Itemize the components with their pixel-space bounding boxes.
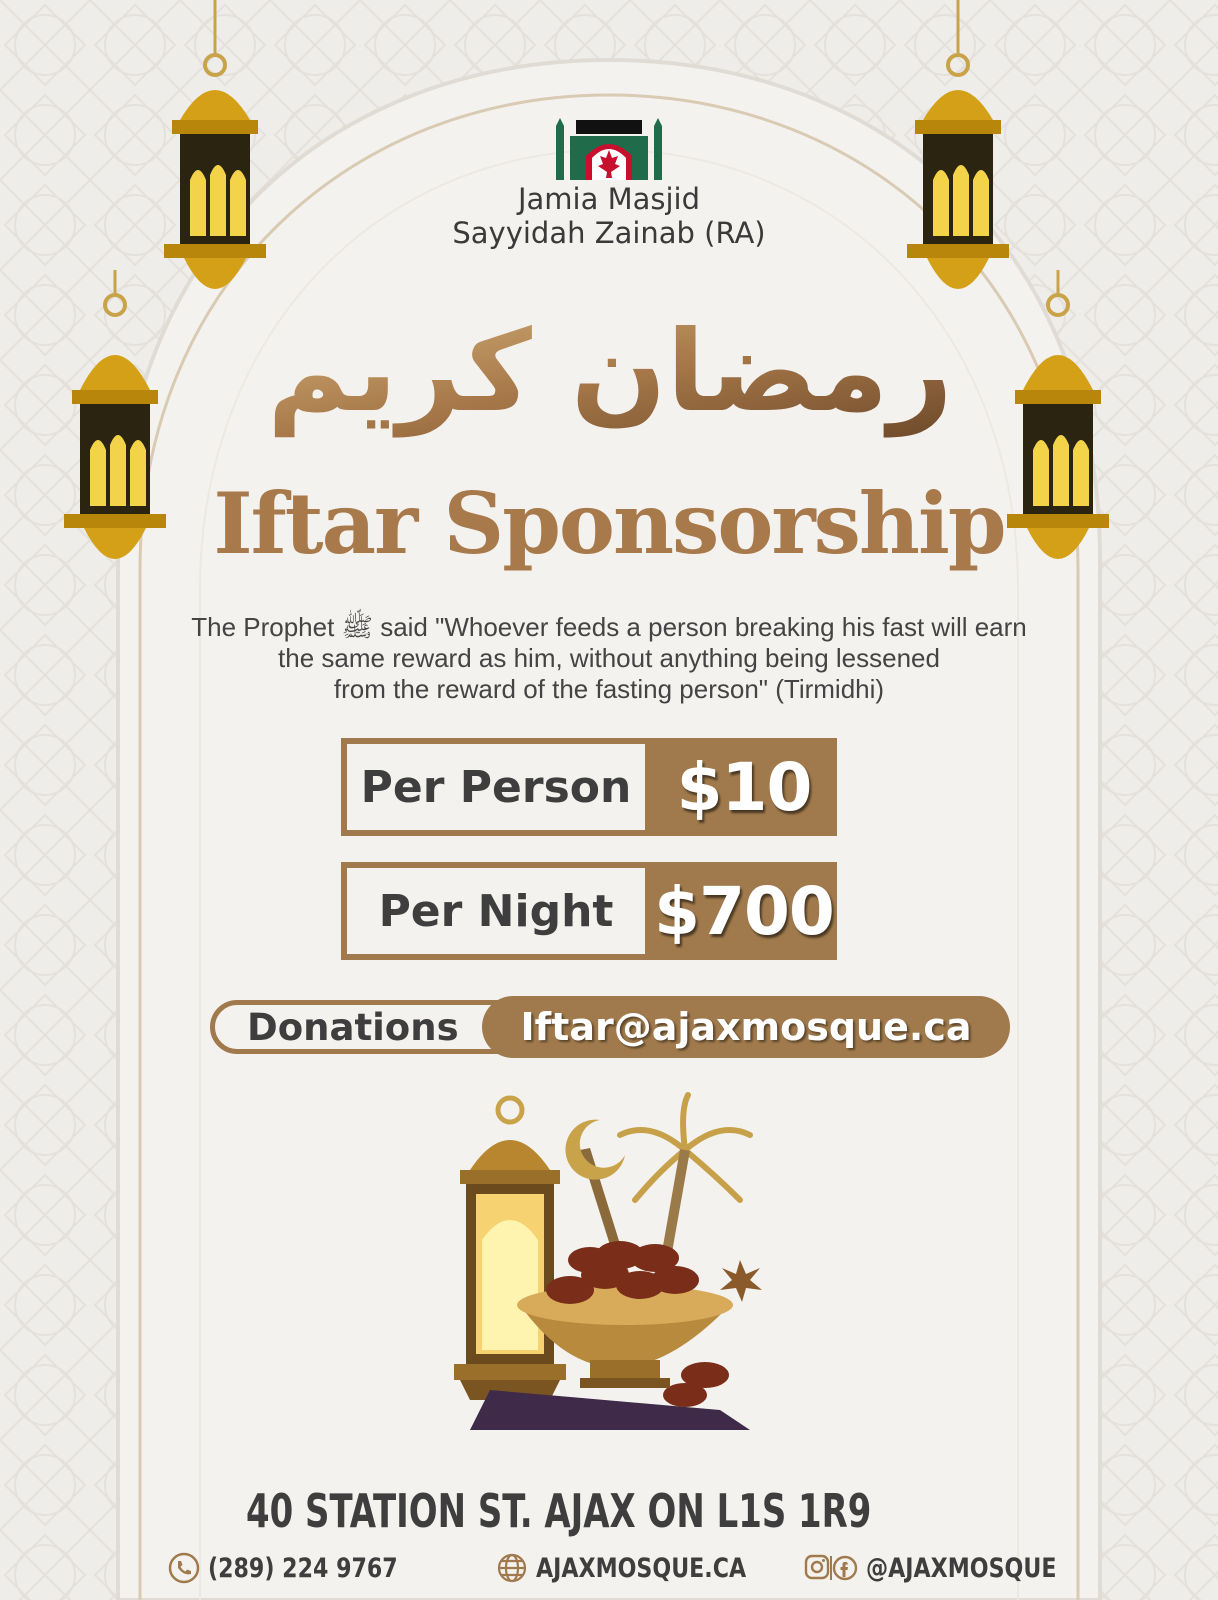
address-line <box>245 1478 950 1544</box>
price-value: $10 <box>651 738 837 836</box>
price-per-night <box>341 862 837 960</box>
footer-website[interactable] <box>496 1548 792 1588</box>
ramadan-kareem-calligraphy <box>267 270 953 470</box>
instagram-facebook-icon <box>804 1552 858 1584</box>
price-label: Per Night <box>341 862 651 960</box>
website-text: AJAXMOSQUE.CA <box>536 1552 747 1584</box>
footer-social[interactable] <box>804 1548 1098 1588</box>
price-label: Per Person <box>341 738 651 836</box>
lantern-dates-bowl-illustration <box>430 1090 790 1450</box>
hanging-lantern-icon <box>150 0 280 310</box>
phone-icon <box>168 1552 200 1584</box>
quote-line1: The Prophet ﷺ said "Whoever feeds a person breaking his fast will earn <box>191 612 1027 642</box>
organization-name-line2: Sayyidah Zainab (RA) <box>452 216 766 250</box>
hadith-quote <box>130 612 1088 705</box>
address-text: 40 STATION ST. AJAX ON L1S 1R9 <box>245 1484 872 1538</box>
donation-email-link[interactable]: Iftar@ajaxmosque.ca <box>482 996 1010 1058</box>
donation-label: Donations <box>210 1000 530 1054</box>
footer-phone[interactable] <box>168 1548 439 1588</box>
globe-icon <box>496 1552 528 1584</box>
quote-line3: from the reward of the fasting person" (Tirmidhi) <box>333 674 885 704</box>
organization-name-line1: Jamia Masjid <box>517 182 701 216</box>
donation-pill <box>210 996 1010 1058</box>
hanging-lantern-icon <box>893 0 1023 310</box>
page-title: Iftar Sponsorship <box>213 474 1005 573</box>
price-per-person <box>341 738 837 836</box>
quote-line2: the same reward as him, without anything being lessened <box>278 643 940 673</box>
calligraphy-text: رمضان كريم <box>267 307 953 437</box>
phone-text: (289) 224 9767 <box>208 1552 398 1584</box>
price-value: $700 <box>651 862 837 960</box>
social-text: @AJAXMOSQUE <box>866 1552 1057 1584</box>
mosque-maple-leaf-logo <box>556 118 662 180</box>
